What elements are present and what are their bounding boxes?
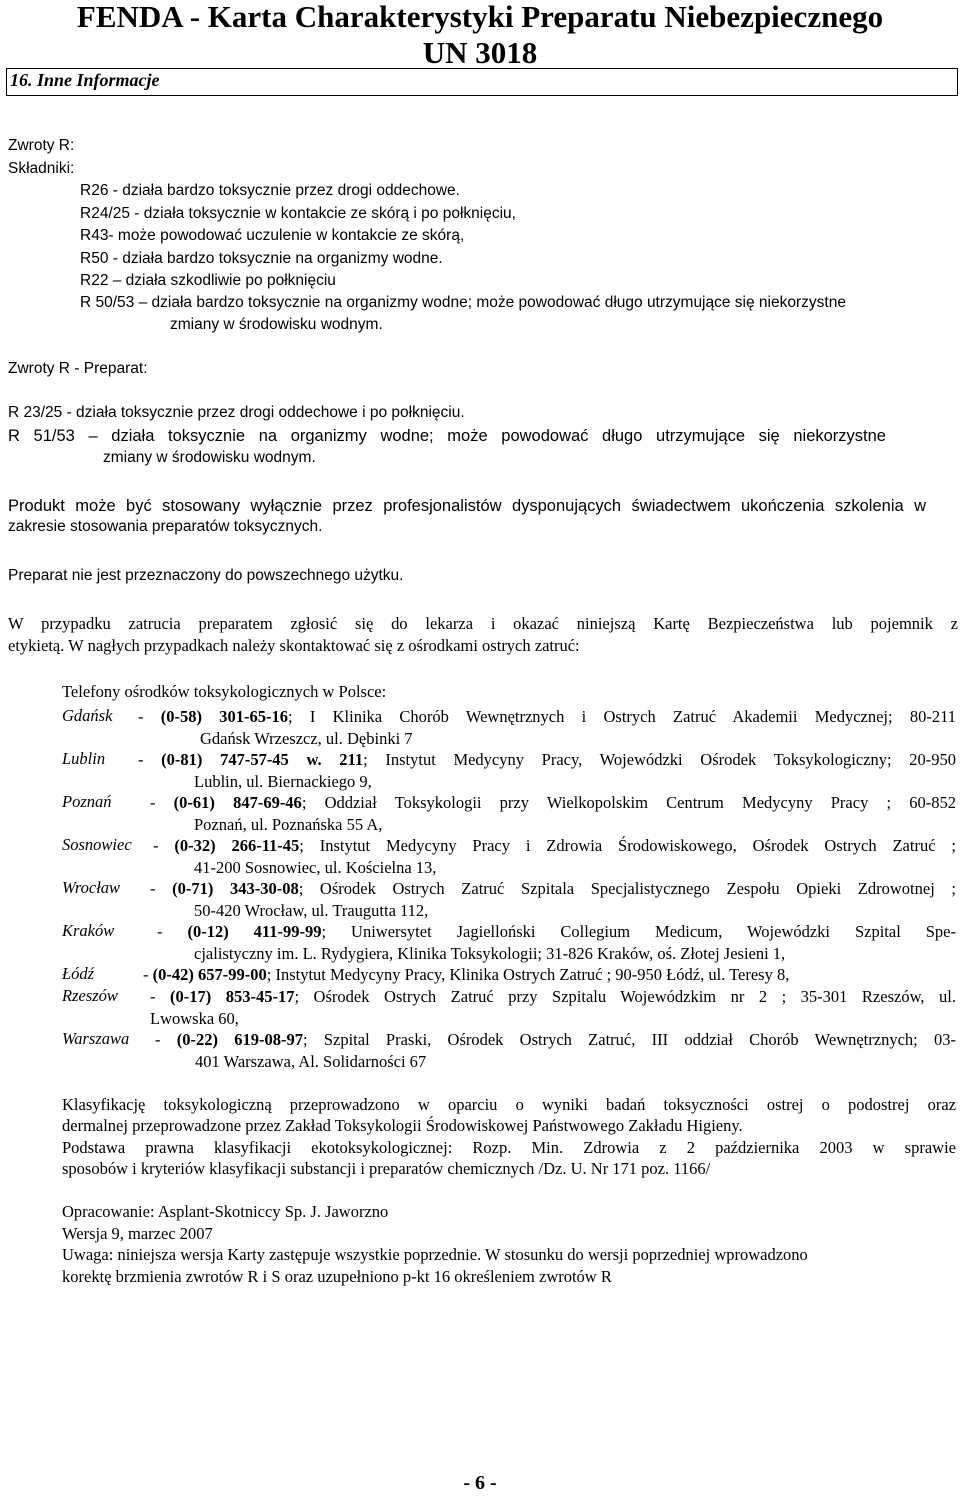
- poison-center-details: ; Uniwersytet Jagielloński Collegium Medicum, Wojewódzki Szpital Spe-: [321, 922, 956, 941]
- poison-center-address: 401 Warszawa, Al. Solidarności 67: [195, 1051, 427, 1071]
- poison-center-phone: (0-22) 619-08-97: [176, 1030, 303, 1049]
- preparation-r-phrase: R 51/53 – działa toksycznie na organizmy wodne; może powodować długo utrzymujące się niekorzystne: [8, 427, 886, 445]
- prepared-by-text: Opracowanie: Asplant-Skotniccy Sp. J. Jaworzno: [62, 1202, 389, 1221]
- poison-center-entry: [143, 964, 956, 986]
- components-heading: Składniki:: [8, 160, 75, 177]
- poison-center-address: Lwowska 60,: [150, 1008, 239, 1028]
- poison-center-phone: (0-71) 343-30-08: [172, 879, 299, 898]
- entry-dash: -: [143, 965, 153, 984]
- poison-center-entry: [157, 921, 956, 964]
- poison-center-entry: [138, 706, 956, 749]
- entry-dash: -: [138, 750, 162, 769]
- poison-center-city: Kraków: [62, 921, 115, 940]
- note-text-continued: korektę brzmienia zwrotów R i S oraz uzupełniono p-kt 16 określeniem zwrotów R: [62, 1267, 612, 1286]
- r-phrase-item: R 50/53 – działa bardzo toksycznie na organizmy wodne; może powodować długo utrzymujące się niekorzystne: [80, 294, 846, 311]
- poison-center-details: ; I Klinika Chorób Wewnętrznych i Ostrych Zatruć Akademii Medycznej; 80-211: [288, 707, 956, 726]
- poison-center-city: Lublin: [62, 749, 106, 768]
- r-phrases-heading: Zwroty R:: [8, 137, 75, 154]
- r-phrase-item: R22 – działa szkodliwie po połknięciu: [80, 272, 336, 289]
- not-general-use-text: Preparat nie jest przeznaczony do powszechnego użytku.: [8, 567, 404, 584]
- poison-center-entry: [138, 749, 956, 792]
- version-text: Wersja 9, marzec 2007: [62, 1224, 213, 1243]
- poison-centers-heading: Telefony ośrodków toksykologicznych w Polsce:: [62, 682, 387, 701]
- preparation-r-phrase-continued: zmiany w środowisku wodnym.: [103, 449, 316, 466]
- poison-center-phone: (0-32) 266-11-45: [174, 836, 300, 855]
- preparation-r-phrase: R 23/25 - działa toksycznie przez drogi oddechowe i po połknięciu.: [8, 404, 465, 421]
- poison-center-details: ; Instytut Medycyny Pracy, Wojewódzki Ośrodek Toksykologiczny; 20-950: [363, 750, 956, 769]
- poison-center-phone: (0-58) 301-65-16: [160, 707, 289, 726]
- poison-center-city: Wrocław: [62, 878, 121, 897]
- entry-dash: -: [150, 987, 170, 1006]
- page-number: - 6 -: [463, 1472, 497, 1494]
- poison-center-phone: (0-42) 657-99-00: [152, 965, 267, 984]
- preparation-heading: Zwroty R - Preparat:: [8, 360, 148, 377]
- poisoning-text-continued: etykietą. W nagłych przypadkach należy skontaktować się z ośrodkami ostrych zatruć:: [8, 636, 580, 655]
- poison-center-city: Rzeszów: [62, 986, 118, 1005]
- professional-use-text-continued: zakresie stosowania preparatów toksycznych.: [8, 518, 323, 535]
- poison-center-address: Poznań, ul. Poznańska 55 A,: [194, 814, 383, 834]
- poison-center-entry: [150, 986, 956, 1029]
- classification-text: dermalnej przeprowadzone przez Zakład Toksykologii Środowiskowej Państwowego Zakładu Higieny.: [62, 1116, 743, 1135]
- poison-center-phone: (0-12) 411-99-99: [187, 922, 322, 941]
- document-title: FENDA - Karta Charakterystyki Preparatu Niebezpiecznego: [76, 0, 884, 34]
- entry-dash: -: [157, 922, 188, 941]
- professional-use-text: Produkt może być stosowany wyłącznie przez profesjonalistów dysponujących świadectwem ukończenia szkolenia w: [8, 497, 926, 515]
- classification-text: Klasyfikację toksykologiczną przeprowadzono w oparciu o wyniki badań toksyczności ostrej o podostrej oraz: [62, 1095, 956, 1114]
- section-title: 16. Inne Informacje: [10, 70, 160, 90]
- poison-center-city: Gdańsk: [62, 706, 113, 725]
- entry-dash: -: [150, 793, 174, 812]
- poison-center-address: cjalistyczny im. L. Rydygiera, Klinika Toksykologii; 31-826 Kraków, oś. Złotej Jesieni 1,: [194, 943, 786, 963]
- poison-center-address: 50-420 Wrocław, ul. Traugutta 112,: [194, 900, 429, 920]
- document-title-un-number: UN 3018: [422, 35, 538, 70]
- poison-center-details: ; Ośrodek Ostrych Zatruć Szpitala Specjalistycznego Zespołu Opieki Zdrowotnej ;: [298, 879, 956, 898]
- poison-center-city: Sosnowiec: [62, 835, 132, 854]
- entry-dash: -: [150, 879, 173, 898]
- poison-center-details: ; Instytut Medycyny Pracy i Zdrowia Środowiskowego, Ośrodek Ostrych Zatruć ;: [299, 836, 956, 855]
- poison-center-entry: [150, 792, 956, 835]
- poison-center-city: Warszawa: [62, 1029, 130, 1048]
- entry-dash: -: [138, 707, 161, 726]
- poison-center-phone: (0-81) 747-57-45 w. 211: [161, 750, 364, 769]
- poison-center-phone: (0-17) 853-45-17: [170, 987, 295, 1006]
- poison-center-address: Lublin, ul. Biernackiego 9,: [194, 771, 372, 791]
- poison-center-phone: (0-61) 847-69-46: [173, 793, 302, 812]
- r-phrase-item: R26 - działa bardzo toksycznie przez drogi oddechowe.: [80, 182, 460, 199]
- poison-center-details: ; Oddział Toksykologii przy Wielkopolskim Centrum Medycyny Pracy ; 60-852: [301, 793, 956, 812]
- r-phrase-item: R24/25 - działa toksycznie w kontakcie ze skórą i po połknięciu,: [80, 205, 516, 222]
- poison-center-city: Poznań: [62, 792, 112, 811]
- poison-center-city: Łódź: [62, 964, 95, 983]
- entry-dash: -: [153, 836, 175, 855]
- entry-dash: -: [155, 1030, 177, 1049]
- poison-center-address: Gdańsk Wrzeszcz, ul. Dębinki 7: [200, 728, 413, 748]
- r-phrase-item: R50 - działa bardzo toksycznie na organizmy wodne.: [80, 250, 443, 267]
- poison-center-address: 41-200 Sosnowiec, ul. Kościelna 13,: [194, 857, 437, 877]
- legal-basis-text: Podstawa prawna klasyfikacji ekotoksykologicznej: Rozp. Min. Zdrowia z 2 października 2003 w sprawie: [62, 1138, 956, 1157]
- poison-center-entry: [155, 1029, 956, 1072]
- poison-center-entry: [150, 878, 956, 921]
- r-phrase-item: R43- może powodować uczulenie w kontakcie ze skórą,: [80, 227, 465, 244]
- r-phrase-item-continued: zmiany w środowisku wodnym.: [170, 316, 383, 333]
- poison-center-details: ; Szpital Praski, Ośrodek Ostrych Zatruć, III oddział Chorób Wewnętrznych; 03-: [302, 1030, 956, 1049]
- poison-center-details: ; Ośrodek Ostrych Zatruć przy Szpitalu Wojewódzkim nr 2 ; 35-301 Rzeszów, ul.: [294, 987, 956, 1006]
- poison-center-details: ; Instytut Medycyny Pracy, Klinika Ostrych Zatruć ; 90-950 Łódź, ul. Teresy 8,: [266, 965, 790, 984]
- poisoning-text: W przypadku zatrucia preparatem zgłosić się do lekarza i okazać niniejszą Kartę Bezpieczeństwa lub pojemnik z: [8, 614, 958, 633]
- poison-center-entry: [153, 835, 956, 878]
- legal-basis-text: sposobów i kryteriów klasyfikacji substancji i preparatów chemicznych /Dz. U. Nr 171 poz. 1166/: [62, 1159, 711, 1178]
- note-text: Uwaga: niniejsza wersja Karty zastępuje wszystkie poprzednie. W stosunku do wersji poprzedniej wprowadzono: [62, 1245, 808, 1264]
- section-header-box: [6, 68, 958, 96]
